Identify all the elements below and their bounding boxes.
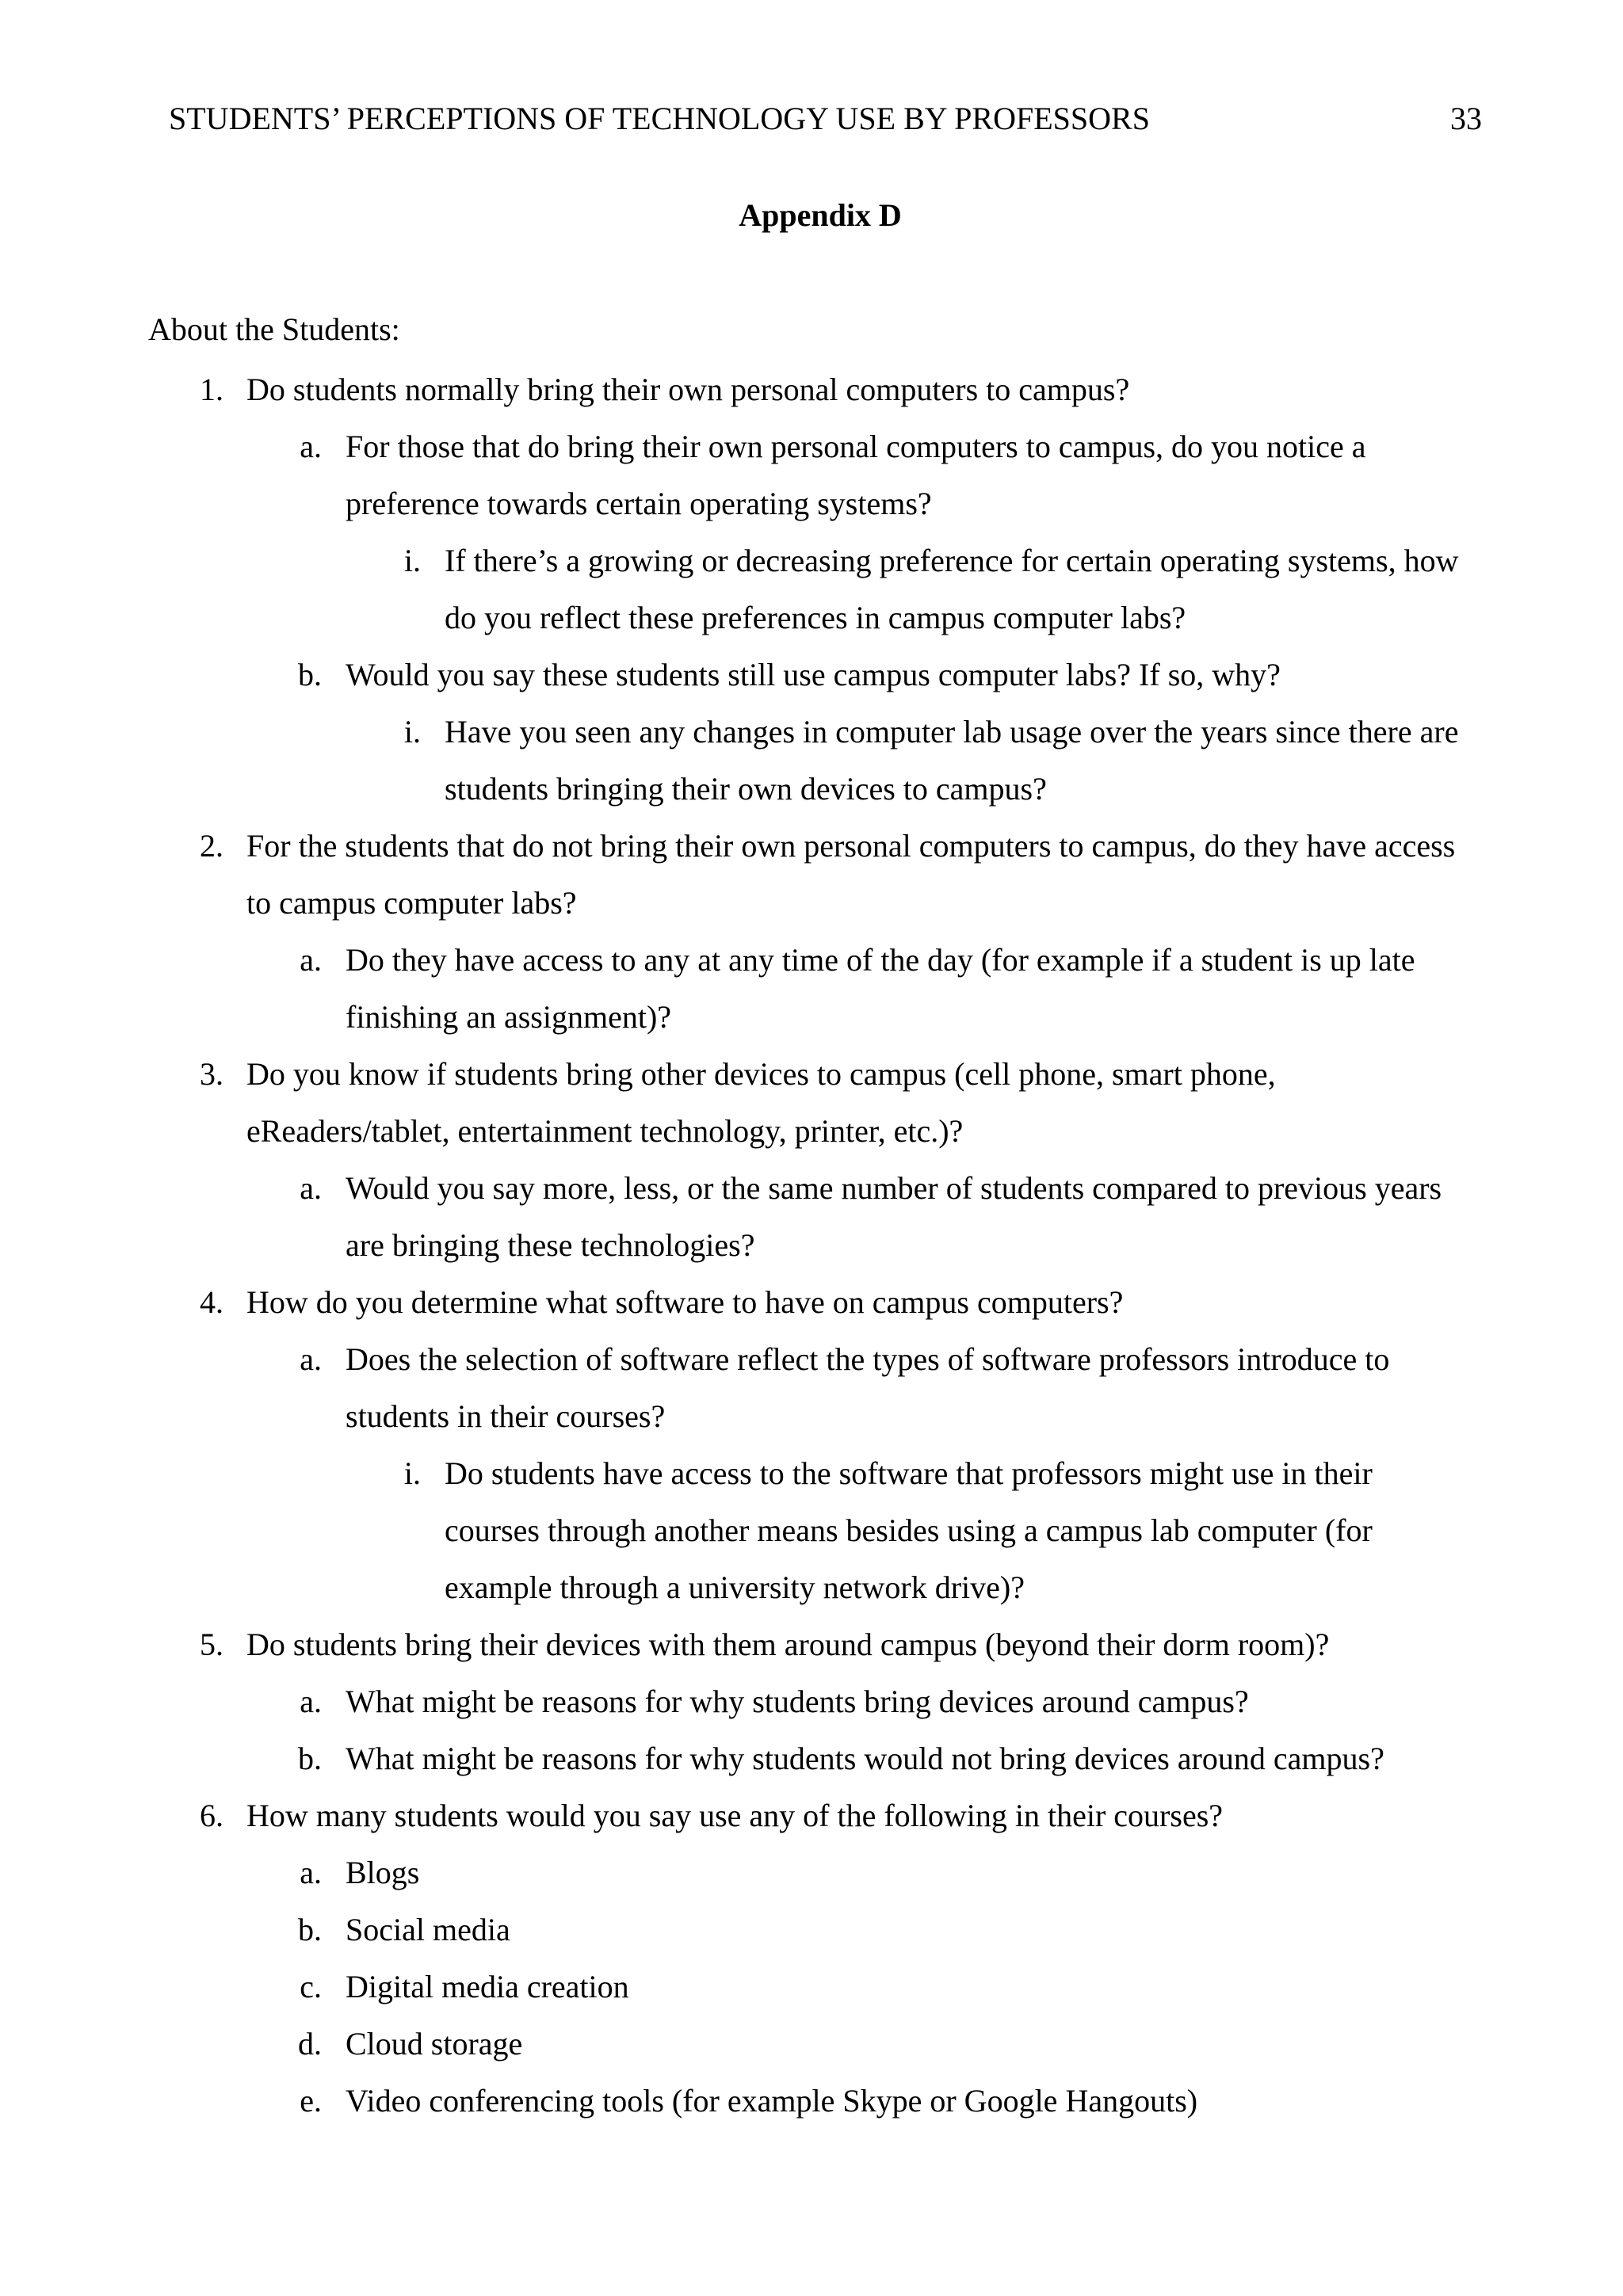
list-marker: c. [300, 1969, 322, 2004]
question-6c [0, 1958, 1475, 2016]
list-marker: a. [300, 1341, 322, 1377]
appendix-title: Appendix D [739, 197, 902, 233]
question-6d [0, 2016, 1475, 2073]
question-3 [0, 1046, 1475, 1160]
list-marker: a. [300, 942, 322, 978]
question-6b [0, 1901, 1475, 1958]
question-text: Video conferencing tools (for example Skype or Google Hangouts) [346, 2083, 1198, 2119]
question-text: For those that do bring their own personal computers to campus, do you notice a preference towards certain operating systems? [346, 429, 1366, 521]
question-4a [0, 1331, 1475, 1445]
question-2 [0, 818, 1475, 932]
question-1b [0, 646, 1475, 704]
list-marker: a. [300, 1855, 322, 1890]
list-marker: 3. [200, 1056, 223, 1092]
list-marker: 4. [200, 1284, 223, 1320]
running-head: STUDENTS’ PERCEPTIONS OF TECHNOLOGY USE BY PROFESSORS [169, 101, 1150, 136]
question-outline [0, 361, 1623, 2130]
question-5b [0, 1730, 1475, 1787]
question-6 [0, 1787, 1475, 1844]
question-text: Do you know if students bring other devices to campus (cell phone, smart phone, eReaders/tablet, entertainment technology, printer, etc.)? [246, 1056, 1276, 1149]
page-number: 33 [1450, 101, 1482, 136]
question-text: Does the selection of software reflect the types of software professors introduce to students in their courses? [346, 1341, 1390, 1434]
question-1a-i [0, 532, 1475, 646]
question-text: Do students have access to the software that professors might use in their courses through another means besides using a campus lab computer (for example through a university network drive)? [445, 1455, 1373, 1605]
question-4a-i [0, 1445, 1475, 1616]
list-marker: i. [403, 543, 421, 578]
list-marker: a. [300, 429, 322, 464]
list-marker: b. [298, 1741, 322, 1776]
question-text: How many students would you say use any of the following in their courses? [246, 1798, 1224, 1833]
question-3a [0, 1160, 1475, 1274]
question-1 [0, 361, 1475, 418]
question-text: Social media [346, 1912, 510, 1947]
question-4 [0, 1274, 1475, 1331]
question-1b-i [0, 704, 1475, 818]
question-text: Do students normally bring their own personal computers to campus? [246, 372, 1130, 407]
question-text: Blogs [346, 1855, 420, 1890]
question-text: How do you determine what software to have on campus computers? [246, 1284, 1124, 1320]
list-marker: 5. [200, 1627, 223, 1662]
section-label: About the Students: [148, 311, 400, 347]
list-marker: b. [298, 1912, 322, 1947]
question-text: Do students bring their devices with them around campus (beyond their dorm room)? [246, 1627, 1330, 1662]
list-marker: i. [403, 714, 421, 749]
question-1a [0, 418, 1475, 532]
list-marker: 1. [200, 372, 223, 407]
question-text: What might be reasons for why students would not bring devices around campus? [346, 1741, 1384, 1776]
list-marker: a. [300, 1170, 322, 1206]
list-marker: 6. [200, 1798, 223, 1833]
question-text: For the students that do not bring their own personal computers to campus, do they have access to campus computer labs? [246, 828, 1456, 921]
list-marker: b. [298, 657, 322, 692]
list-marker: e. [300, 2083, 322, 2119]
question-6e [0, 2073, 1475, 2130]
question-text: Would you say these students still use campus computer labs? If so, why? [346, 657, 1281, 692]
question-text: Would you say more, less, or the same number of students compared to previous years are bringing these technologies? [346, 1170, 1442, 1263]
question-text: Do they have access to any at any time of the day (for example if a student is up late finishing an assignment)? [346, 942, 1415, 1035]
list-marker: d. [298, 2026, 322, 2061]
question-text: What might be reasons for why students bring devices around campus? [346, 1684, 1249, 1719]
list-marker: 2. [200, 828, 223, 864]
question-text: Digital media creation [346, 1969, 629, 2004]
question-text: If there’s a growing or decreasing preference for certain operating systems, how do you reflect these preferences in campus computer labs? [445, 543, 1459, 635]
question-5 [0, 1616, 1475, 1673]
list-marker: i. [403, 1455, 421, 1491]
question-text: Have you seen any changes in computer lab usage over the years since there are students bringing their own devices to campus? [445, 714, 1459, 807]
list-marker: a. [300, 1684, 322, 1719]
question-2a [0, 932, 1475, 1046]
question-5a [0, 1673, 1475, 1730]
question-text: Cloud storage [346, 2026, 523, 2061]
question-6a [0, 1844, 1475, 1901]
